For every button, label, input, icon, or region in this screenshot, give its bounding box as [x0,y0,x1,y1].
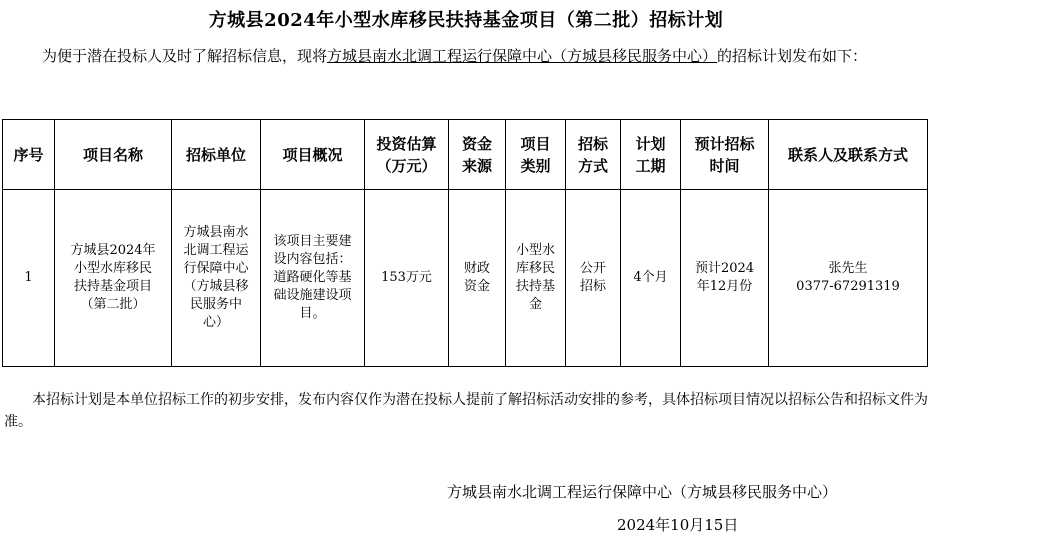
cell-line: 库移民 [515,261,555,276]
signature-date: 2024年10月15日 [617,516,739,534]
cell-line: 资金 [461,134,492,153]
cell-line: 方城县南水 [183,225,249,240]
header-unit [172,120,261,190]
cell-line: 0377-67291319 [796,279,900,294]
header-method [566,120,621,190]
header-contact [769,120,928,190]
cell-line: 目。 [299,306,326,321]
header-duration [621,120,681,190]
cell-line: 预计2024 [694,261,755,276]
cell-line: （方城县移 [183,279,249,294]
header-category [506,120,566,190]
cell-line: 张先生 [828,261,868,276]
note-paragraph [4,389,934,433]
cell-line: 该项目主要建 [273,234,352,249]
cell-line: 小型水 [515,243,555,258]
signature-org: 方城县南水北调工程运行保障中心（方城县移民服务中心） [447,483,838,501]
cell-line: 项目 [520,134,551,153]
cell-line: （万元） [376,156,437,175]
cell-line: 预计招标 [694,134,755,153]
cell-category [506,190,566,367]
intro-paragraph [4,38,932,75]
cell-line: 计划 [635,134,666,153]
cell-line: 金 [528,297,542,312]
intro-prefix: 为便于潜在投标人及时了解招标信息，现将 [42,47,328,65]
cell-line: 扶持基 [515,279,555,294]
bidding-plan-table [2,119,928,367]
intro-suffix: 的招标计划发布如下： [717,47,868,65]
cell-line: 扶持基金项目 [73,279,152,294]
cell-line: 投资估算 [376,134,437,153]
cell-line: （第二批） [80,297,146,312]
cell-line: 来源 [461,156,492,175]
cell-line: 公开 [579,261,606,276]
header-no [3,120,55,190]
cell-line: 序号 [13,145,44,164]
cell-line: 设内容包括： [273,252,352,267]
header-overview [261,120,365,190]
header-name [55,120,172,190]
cell-line: 道路硬化等基 [273,270,352,285]
cell-line: 招标 [577,134,608,153]
cell-line: 方式 [577,156,608,175]
table-header-row [3,120,928,190]
table-row [3,190,928,367]
cell-line: 方城县2024年 [70,243,156,258]
cell-time [681,190,769,367]
cell-contact [769,190,928,367]
page-title: 方城县2024年小型水库移民扶持基金项目（第二批）招标计划 [208,10,724,31]
cell-line: 资金 [463,279,490,294]
cell-line: 类别 [520,156,551,175]
cell-line: 招标单位 [185,145,246,164]
cell-no: 1 [3,190,55,367]
cell-name [55,190,172,367]
header-fund-source [449,120,506,190]
cell-line: 小型水库移民 [73,261,152,276]
header-time [681,120,769,190]
cell-line: 行保障中心 [183,261,249,276]
cell-investment: 153万元 [365,190,449,367]
cell-unit [172,190,261,367]
cell-line: 财政 [463,261,490,276]
intro-org: 方城县南水北调工程运行保障中心（方城县移民服务中心） [327,47,718,65]
cell-line: 项目名称 [82,145,143,164]
cell-duration: 4个月 [621,190,681,367]
cell-overview [261,190,365,367]
cell-line: 础设施建设项 [273,288,352,303]
cell-fund-source [449,190,506,367]
cell-line: 时间 [709,156,740,175]
cell-line: 北调工程运 [183,243,249,258]
cell-line: 心） [202,315,229,330]
cell-line: 工期 [635,156,666,175]
header-investment [365,120,449,190]
cell-method [566,190,621,367]
cell-line: 联系人及联系方式 [787,145,908,164]
cell-line: 年12月份 [696,279,753,294]
cell-line: 项目概况 [282,145,343,164]
note-text: 本招标计划是本单位招标工作的初步安排，发布内容仅作为潜在投标人提前了解招标活动安排的参考，具体招标项目情况以招标公告和招标文件为准。 [4,392,928,430]
cell-line: 民服务中 [189,297,242,312]
cell-line: 招标 [579,279,606,294]
